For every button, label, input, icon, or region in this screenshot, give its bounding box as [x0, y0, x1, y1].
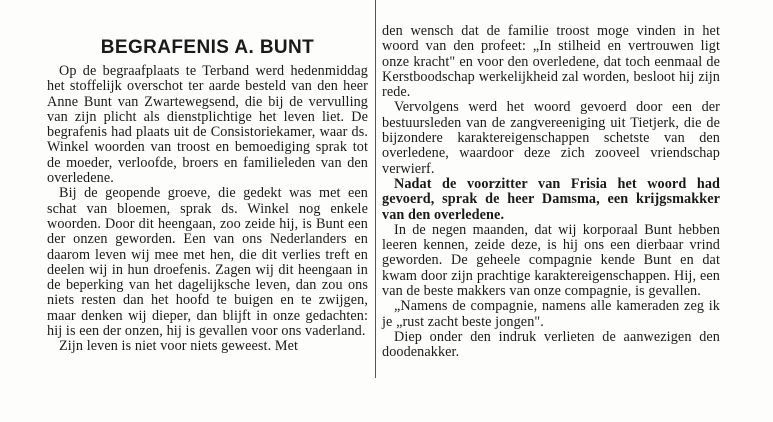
- paragraph-6: Nadat de voorzitter van Frisia het woord had gevoerd, sprak de heer Damsma, een krijgsmakker van den overledene.: [382, 175, 720, 223]
- article-headline: BEGRAFENIS A. BUNT: [100, 37, 315, 58]
- paragraph-9: Diep onder den indruk verlieten de aanwezigen den doodenakker.: [382, 328, 720, 361]
- column-divider: [375, 0, 376, 378]
- paragraph-8: „Namens de compagnie, namens alle kameraden zeg ik je „rust zacht beste jongen".: [382, 298, 720, 330]
- right-column: [382, 24, 720, 361]
- paragraph-5: Vervolgens werd het woord gevoerd door een der bestuursleden van de zangvereeniging uit Tietjerk, die de bijzondere karaktereigenschappen schetste van den overledene, waardoor deze zich zooveel vriendschap verwierf.: [382, 99, 720, 177]
- paragraph-4: den wensch dat de familie troost moge vinden in het woord van den profeet: „In stilheid en vertrouwen ligt onze kracht" en voor den overledene, dat toch eenmaal de Kerstboodschap werkelijkheid zal worden, besloot hij zijn rede.: [382, 23, 720, 101]
- paragraph-3: Zijn leven is niet voor niets geweest. Met: [59, 338, 299, 355]
- paragraph-1: Op de begraafplaats te Terband werd hedenmiddag het stoffelijk overschot ter aarde besteld van den heer Anne Bunt van Zwartewegsend, die bij de vervulling van zijn plicht als dienstplichtige het leven liet. De begrafenis had plaats uit de Consistoriekamer, waar ds. Winkel woorden van troost en bemoediging sprak tot de moeder, verloofde, broers en familieleden van den overledene.: [47, 63, 368, 187]
- left-column: [47, 36, 368, 355]
- paragraph-7: In de negen maanden, dat wij korporaal Bunt hebben leeren kennen, zeide deze, is hij ons een dierbaar vrind geworden. De geheele compagnie kende Bunt en dat kwam door zijn prachtige karaktereigenschappen. Hij, een van de beste makkers van onze compagnie, is gevallen.: [382, 221, 720, 300]
- paragraph-2: Bij de geopende groeve, die gedekt was met een schat van bloemen, sprak ds. Winkel nog enkele woorden. Door dit heengaan, zoo zeide hij, is Bunt een der onzen geworden. Een van ons Nederlanders en daarom leven wij mee met hen, die dit verlies treft en deelen wij in hun droefenis. Zagen wij dit heengaan in de beperking van het dagelijksche leven, dan zou ons niets resten dan het hoofd te buigen en te zwijgen, maar denken wij dieper, dan blijft in onze gedachten: hij is een der onzen, hij is gevallen voor ons vaderland.: [47, 185, 368, 340]
